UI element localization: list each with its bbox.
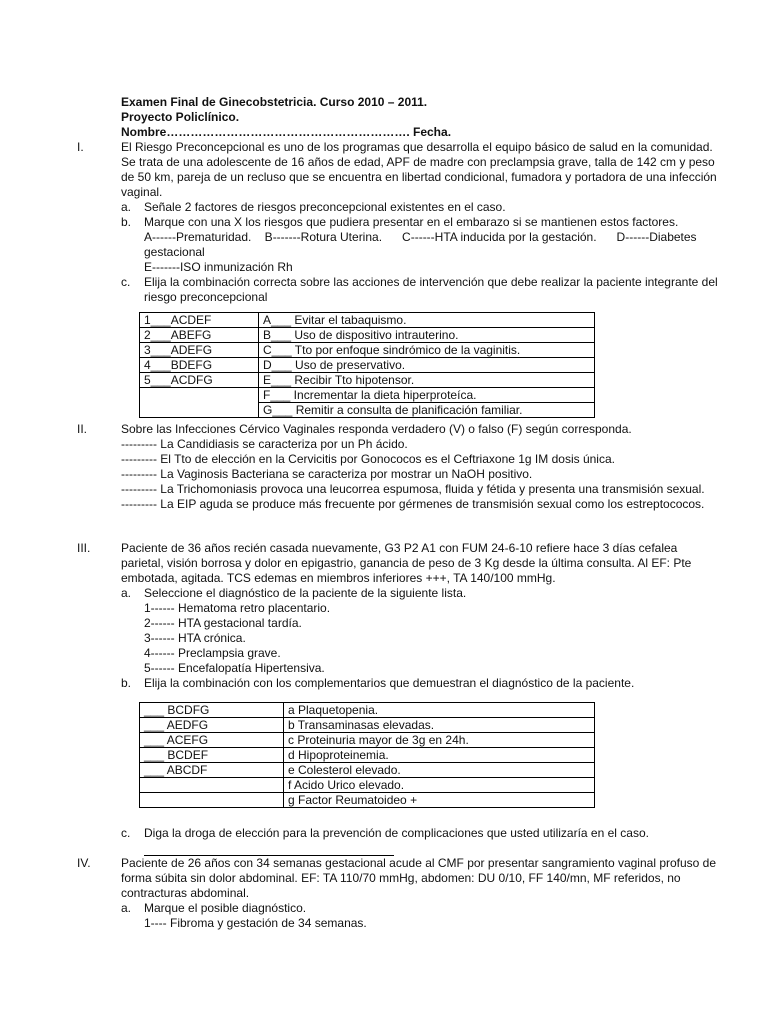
table-row: G___ Remitir a consulta de planificación familiar.	[140, 403, 595, 418]
section-1-item-c: c. Elija la combinación correcta sobre las acciones de intervención que debe realizar la paciente integrante del riesgo preconcepcional	[121, 275, 718, 304]
section-3-item-b: b. Elija la combinación con los complementarios que demuestran el diagnóstico de la paciente.	[121, 676, 635, 690]
table-row: 5___ACDFG E___ Recibir Tto hipotensor.	[140, 373, 595, 388]
table-row: ___ ABCDF e Colesterol elevado.	[140, 763, 595, 778]
section-1-b-options-3: E-------ISO inmunización Rh	[144, 260, 293, 274]
section-3-item-a: a. Seleccione el diagnóstico de la paciente de la siguiente lista.	[121, 586, 467, 600]
section-1-table	[139, 312, 595, 418]
section-1-item-a: a. Señale 2 factores de riesgos preconcepcional existentes en el caso.	[121, 200, 506, 214]
list-item: 1------ Hematoma retro placentario.	[144, 601, 331, 615]
section-1-intro: El Riesgo Preconcepcional es uno de los programas que desarrolla el equipo básico de salud en la comunidad. Se trata de una adolescente de 16 años de edad, APF de madre con preclampsia grave, talla de 142 cm y peso de 50 km, pareja de un recluso que se encuentra en libertad condicional, fumadora y portadora de una infección vaginal.	[121, 140, 717, 199]
exam-project: Proyecto Policlínico.	[121, 110, 240, 124]
exam-header	[121, 95, 721, 140]
list-item: --------- La EIP aguda se produce más frecuente por gérmenes de transmisión sexual como los estreptococos.	[121, 497, 705, 511]
section-3-intro: Paciente de 36 años recién casada nuevamente, G3 P2 A1 con FUM 24-6-10 refiere hace 3 días cefalea parietal, visión borrosa y dolor en epigastrio, ganancia de peso de 3 Kg desde la última consulta. Al EF: Pte embotada, agitada. TCS edemas en miembros inferiores +++, TA 140/100 mmHg.	[121, 541, 692, 585]
list-item: --------- La Vaginosis Bacteriana se caracteriza por mostrar un NaOH positivo.	[121, 467, 533, 481]
section-3	[121, 541, 723, 691]
table-row: 4___BDEFG D___ Uso de preservativo.	[140, 358, 595, 373]
exam-title: Examen Final de Ginecobstetricia. Curso 2010 – 2011.	[121, 95, 428, 109]
table-row: ___ BCDEF d Hipoproteinemia.	[140, 748, 595, 763]
table-row: 2___ABEFG B___ Uso de dispositivo intrauterino.	[140, 328, 595, 343]
section-4-item-a: a. Marque el posible diagnóstico.	[121, 901, 307, 915]
table-row: 3___ADEFG C___ Tto por enfoque sindrómico de la vaginitis.	[140, 343, 595, 358]
section-1	[121, 140, 723, 305]
table-row: f Acido Urico elevado.	[140, 778, 595, 793]
section-4-intro: Paciente de 26 años con 34 semanas gestacional acude al CMF por presentar sangramiento vaginal profuso de forma súbita sin dolor abdominal. EF: TA 110/70 mmHg, abdomen: DU 0/10, FF 140/mn, MF referidos, no contracturas abdominal.	[121, 856, 717, 900]
list-item: --------- El Tto de elección en la Cervicitis por Gonococos es el Ceftriaxone 1g IM dosis única.	[121, 452, 615, 466]
section-2-intro: Sobre las Infecciones Cérvico Vaginales responda verdadero (V) o falso (F) según corresponda.	[121, 422, 632, 436]
list-item: 2------ HTA gestacional tardía.	[144, 616, 302, 630]
table-row: g Factor Reumatoideo +	[140, 793, 595, 808]
section-3-number: III.	[77, 541, 91, 555]
list-item: --------- La Candidiasis se caracteriza por un Ph ácido.	[121, 437, 408, 451]
table-row: ___ BCDFG a Plaquetopenia.	[140, 703, 595, 718]
list-item: 4------ Preclampsia grave.	[144, 646, 281, 660]
answer-line[interactable]	[144, 845, 394, 856]
list-item: 3------ HTA crónica.	[144, 631, 246, 645]
section-4-number: IV.	[77, 856, 91, 870]
section-3-item-c: c. Diga la droga de elección para la prevención de complicaciones que usted utilizaría en el caso.	[121, 826, 649, 840]
section-1-item-b: b. Marque con una X los riesgos que pudiera presentar en el embarazo si se mantienen estos factores.	[121, 215, 679, 229]
section-1-b-options-1: A------Prematuridad. B-------Rotura Uterina. C------HTA inducida por la gestación. D------Diabetes	[144, 230, 697, 244]
section-2	[121, 422, 723, 512]
section-1-b-options-2: gestacional	[144, 245, 205, 259]
list-item: 1---- Fibroma y gestación de 34 semanas.	[144, 916, 367, 930]
list-item: 5------ Encefalopatía Hipertensiva.	[144, 661, 325, 675]
list-item: --------- La Trichomoniasis provoca una leucorrea espumosa, fluida y fétida y presenta una transmisión sexual.	[121, 482, 705, 496]
table-row: ___ ACEFG c Proteinuria mayor de 3g en 24h.	[140, 733, 595, 748]
section-3-table	[139, 702, 595, 808]
section-2-number: II.	[77, 422, 88, 436]
section-3-c	[121, 826, 723, 855]
section-1-number: I.	[77, 140, 84, 154]
exam-name-line: Nombre……………………………………………………. Fecha.	[121, 125, 452, 139]
section-4	[121, 856, 723, 931]
table-row: F___ Incrementar la dieta hiperproteíca.	[140, 388, 595, 403]
table-row: 1___ACDEF A___ Evitar el tabaquismo.	[140, 313, 595, 328]
table-row: ___ AEDFG b Transaminasas elevadas.	[140, 718, 595, 733]
